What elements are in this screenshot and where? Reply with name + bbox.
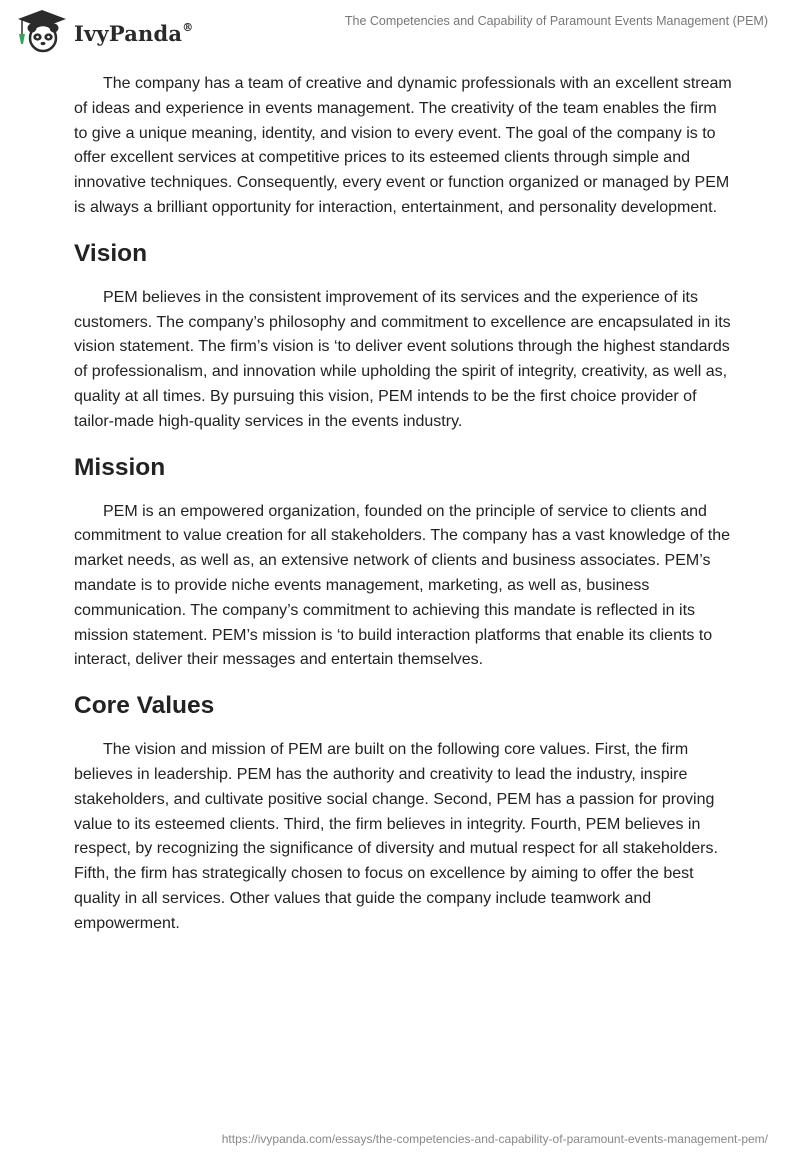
ivypanda-logo[interactable]	[14, 8, 193, 56]
intro-paragraph: The company has a team of creative and dynamic professionals with an excellent stream of ideas and experience in events management. The creativity of the team enables the firm to give a unique meaning, identity, and vision to every event. The goal of the company is to offer excellent services at competitive prices to its esteemed clients through simple and innovative techniques. Consequently, every event or function organized or managed by PEM is always a brilliant opportunity for interaction, entertainment, and personality development.	[74, 75, 732, 216]
mission-heading: Mission	[74, 453, 166, 481]
document-title: The Competencies and Capability of Paramount Events Management (PEM)	[344, 14, 768, 28]
page-header	[0, 0, 800, 60]
brand-name: IvyPanda®	[74, 20, 194, 46]
essay-body	[74, 72, 734, 937]
vision-heading: Vision	[74, 239, 148, 267]
core-values-paragraph: The vision and mission of PEM are built on the following core values. First, the firm believes in leadership. PEM has the authority and creativity to lead the industry, inspire stakeholders, and cultivate positive social change. Second, PEM has a passion for proving value to its esteemed clients. Third, the firm believes in integrity. Fourth, PEM believes in respect, by recognizing the significance of diversity and mutual respect for all stakeholders. Fifth, the firm has strategically chosen to focus on excellence by aiming to offer the best quality in all services. Other values that guide the company include teamwork and empowerment.	[74, 741, 718, 932]
core-values-heading: Core Values	[74, 692, 215, 720]
panda-graduation-cap-icon	[14, 8, 70, 56]
vision-paragraph: PEM believes in the consistent improvement of its services and the experience of its customers. The company’s philosophy and commitment to excellence are encapsulated in its vision statement. The firm’s vision is ‘to deliver event solutions through the highest standards of professionalism, and innovation while upholding the spirit of integrity, creativity, as well as, quality at all times. By pursuing this vision, PEM intends to be the first choice provider of tailor-made high-quality services in the events industry.	[74, 288, 731, 430]
source-url[interactable]: https://ivypanda.com/essays/the-competencies-and-capability-of-paramount-events-management-pem/	[221, 1132, 768, 1146]
mission-paragraph: PEM is an empowered organization, founded on the principle of service to clients and commitment to value creation for all stakeholders. The company has a vast knowledge of the market needs, as well as, an extensive network of clients and business associates. PEM’s mandate is to provide niche events management, marketing, as well as, business communication. The company’s commitment to achieving this mandate is reflected in its mission statement. PEM’s mission is ‘to build interaction platforms that enable its clients to interact, deliver their messages and entertain themselves.	[74, 502, 731, 669]
